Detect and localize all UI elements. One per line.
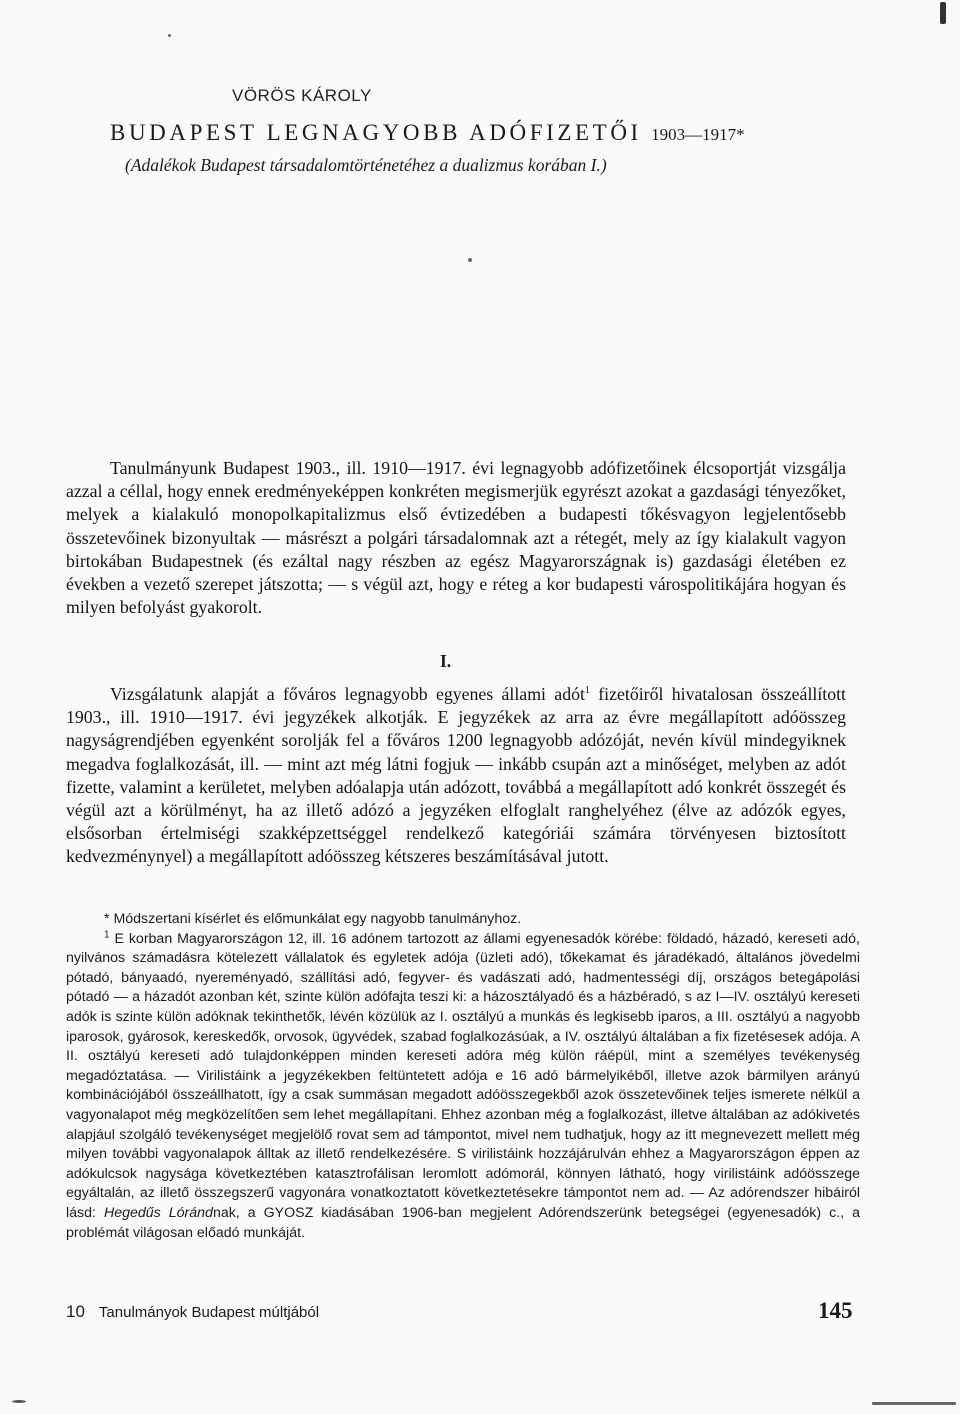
article-subtitle: (Adalékok Budapest társadalomtörténetéhez a dualizmus korában I.) bbox=[125, 155, 607, 175]
intro-paragraph bbox=[66, 457, 846, 619]
article-title-years: 1903—1917* bbox=[651, 125, 745, 144]
footnote-star: * Módszertani kísérlet és előmunkálat egy nagyobb tanulmányhoz. bbox=[104, 911, 522, 927]
footnote-ref-1: 1 bbox=[584, 685, 590, 697]
intro-text: Tanulmányunk Budapest 1903., ill. 1910—1917. évi legnagyobb adófizetőinek élcsoportját vizsgálja azzal a céllal, hogy ennek eredményeképpen konkréten megismerjük egyrészt azokat a gazdasági tényezőket, melyek a kialakuló monopolkapitalizmus első évtizedében a budapesti tőkésvagyon legjelentősebb összetevőinek bizonyultak — másrészt a polgári társadalomnak azt a rétegét, mely az így kialakult vagyon birtokában Budapestnek (és ezáltal nagy részben az egész Magyarországnak is) gazdasági életében ez években a vezető szerepet játszotta; — s végül azt, hogy e réteg a kor budapesti várospolitikájára hogyan és milyen befolyást gyakorolt. bbox=[66, 458, 846, 618]
scan-speck bbox=[168, 34, 171, 37]
author-name: VÖRÖS KÁROLY bbox=[232, 86, 372, 105]
section-text-a: Vizsgálatunk alapját a főváros legnagyobb egyenes állami adót bbox=[110, 684, 585, 704]
footnotes bbox=[66, 910, 860, 1243]
section-text bbox=[66, 683, 846, 869]
scan-edge-mark bbox=[872, 1402, 956, 1405]
footnote-1-text-a: E korban Magyarországon 12, ill. 16 adónem tartozott az állami egyenesadók körébe: földadó, házadó, kereseti adó, nyilvános számadásra kötelezett vállalatok és egyletek adója (üzleti adó), tőkekamat és járadékadó, általános jövedelmi pótadó, bányaadó, nyereményadó, szállítási adó, fegyver- és vadászati adó, hadmentességi díj, országos betegápolási pótadó — a házadót azonban két, szinte külön adófajta teszi ki: a házosztályadó és a házbéradó, s az I—IV. osztályú kereseti adók is szinte külön adóknak tekinthetők, lévén közülük az I. osztályú a munkás és legkisebb iparos, a III. osztályú a nagyobb iparosok, gyárosok, kereskedők, orvosok, ügyvédek, szabad foglalkozásúak, a IV. osztályú általában a fix fizetésesek adója. A II. osztályú kereseti adó tulajdonképpen minden kereseti adóra még külön ráépül, mint a személyes tevékenység megadóztatása. — Virilistáink a jegyzékekben feltüntetett adója e 16 adó bármelyikéből, illetve azok bármilyen arányú kombinációjából összeállhatott, így a csak summásan megadott adóösszegekből azok összetevőinek teljes ismerete nélkül a vagyonalapot még megközelítően sem lehet megállapítani. Ehhez azonban még a foglalkozást, illetve általában az adókivetés alapjául szolgáló tevékenységet megjelölő rovat sem ad támpontot, mivel nem tudhatjuk, hogy az itt megnevezett mellett még milyen további vagyonalapok álltak az illető rendelkezésére. S virilistáink hozzájárulván ehhez a Magyarországon éppen az adókulcsok nagysága következtében katasztrofálisan leromlott adómorál, könnyen látható, hogy virilistáink adóösszege egyáltalán, az illető összegszerű vagyonára vonatkoztatott következtetésekre támpontot nem ad. — Az adórendszer hibáiról lásd: bbox=[66, 930, 860, 1221]
scan-edge-mark bbox=[940, 2, 946, 24]
section-text-b: fizetőiről hivatalosan összeállított 1903., ill. 1910—1917. évi jegyzékek alkotják. E jegyzékek az arra az évre megállapított adóösszeg nagyságrendjében egyenként sorolják fel a főváros 1200 legnagyobb adózóját, nevén kívül mindegyiknek megadva foglalkozását, ill. — mint azt még látni fogjuk — inkább csupán azt a minőséget, melyben az adót fizette, valamint a kerületet, melyben adóalapja után adózott, továbbá a megállapított adó konkrét összegét és végül azt a körülményt, ha az illető adózó a jegyzéken elfoglalt ranghelyéhez (élve az adózók egyes, elsősorban értelmiségi szakképzettséggel rendelkező kategóriái számára törvényesen biztosított kedvezménynyel) a megállapított adóösszeg kétszeres beszámításával jutott. bbox=[66, 684, 846, 867]
journal-name: Tanulmányok Budapest múltjából bbox=[98, 1304, 320, 1321]
footnote-1-text-b: nak, a GYOSZ kiadásában 1906-ban megjelent Adórendszerünk betegségei (egyenesadók) c., a problémát világosan előadó munkáját. bbox=[66, 1204, 860, 1241]
footnote-1-mark: 1 bbox=[104, 928, 110, 940]
scan-speck bbox=[468, 258, 472, 262]
page-number: 145 bbox=[818, 1298, 853, 1323]
section-heading: I. bbox=[440, 651, 452, 671]
footnote-1-author: Hegedűs Lóránd bbox=[103, 1204, 213, 1221]
article-title bbox=[110, 120, 745, 146]
section-paragraph bbox=[66, 683, 846, 869]
page-footer bbox=[66, 1302, 319, 1322]
footnote-1 bbox=[66, 930, 860, 1244]
signature-mark: 10 bbox=[66, 1302, 85, 1321]
scan-speck bbox=[12, 1400, 26, 1403]
article-title-text: BUDAPEST LEGNAGYOBB ADÓFIZETŐI bbox=[110, 120, 642, 145]
